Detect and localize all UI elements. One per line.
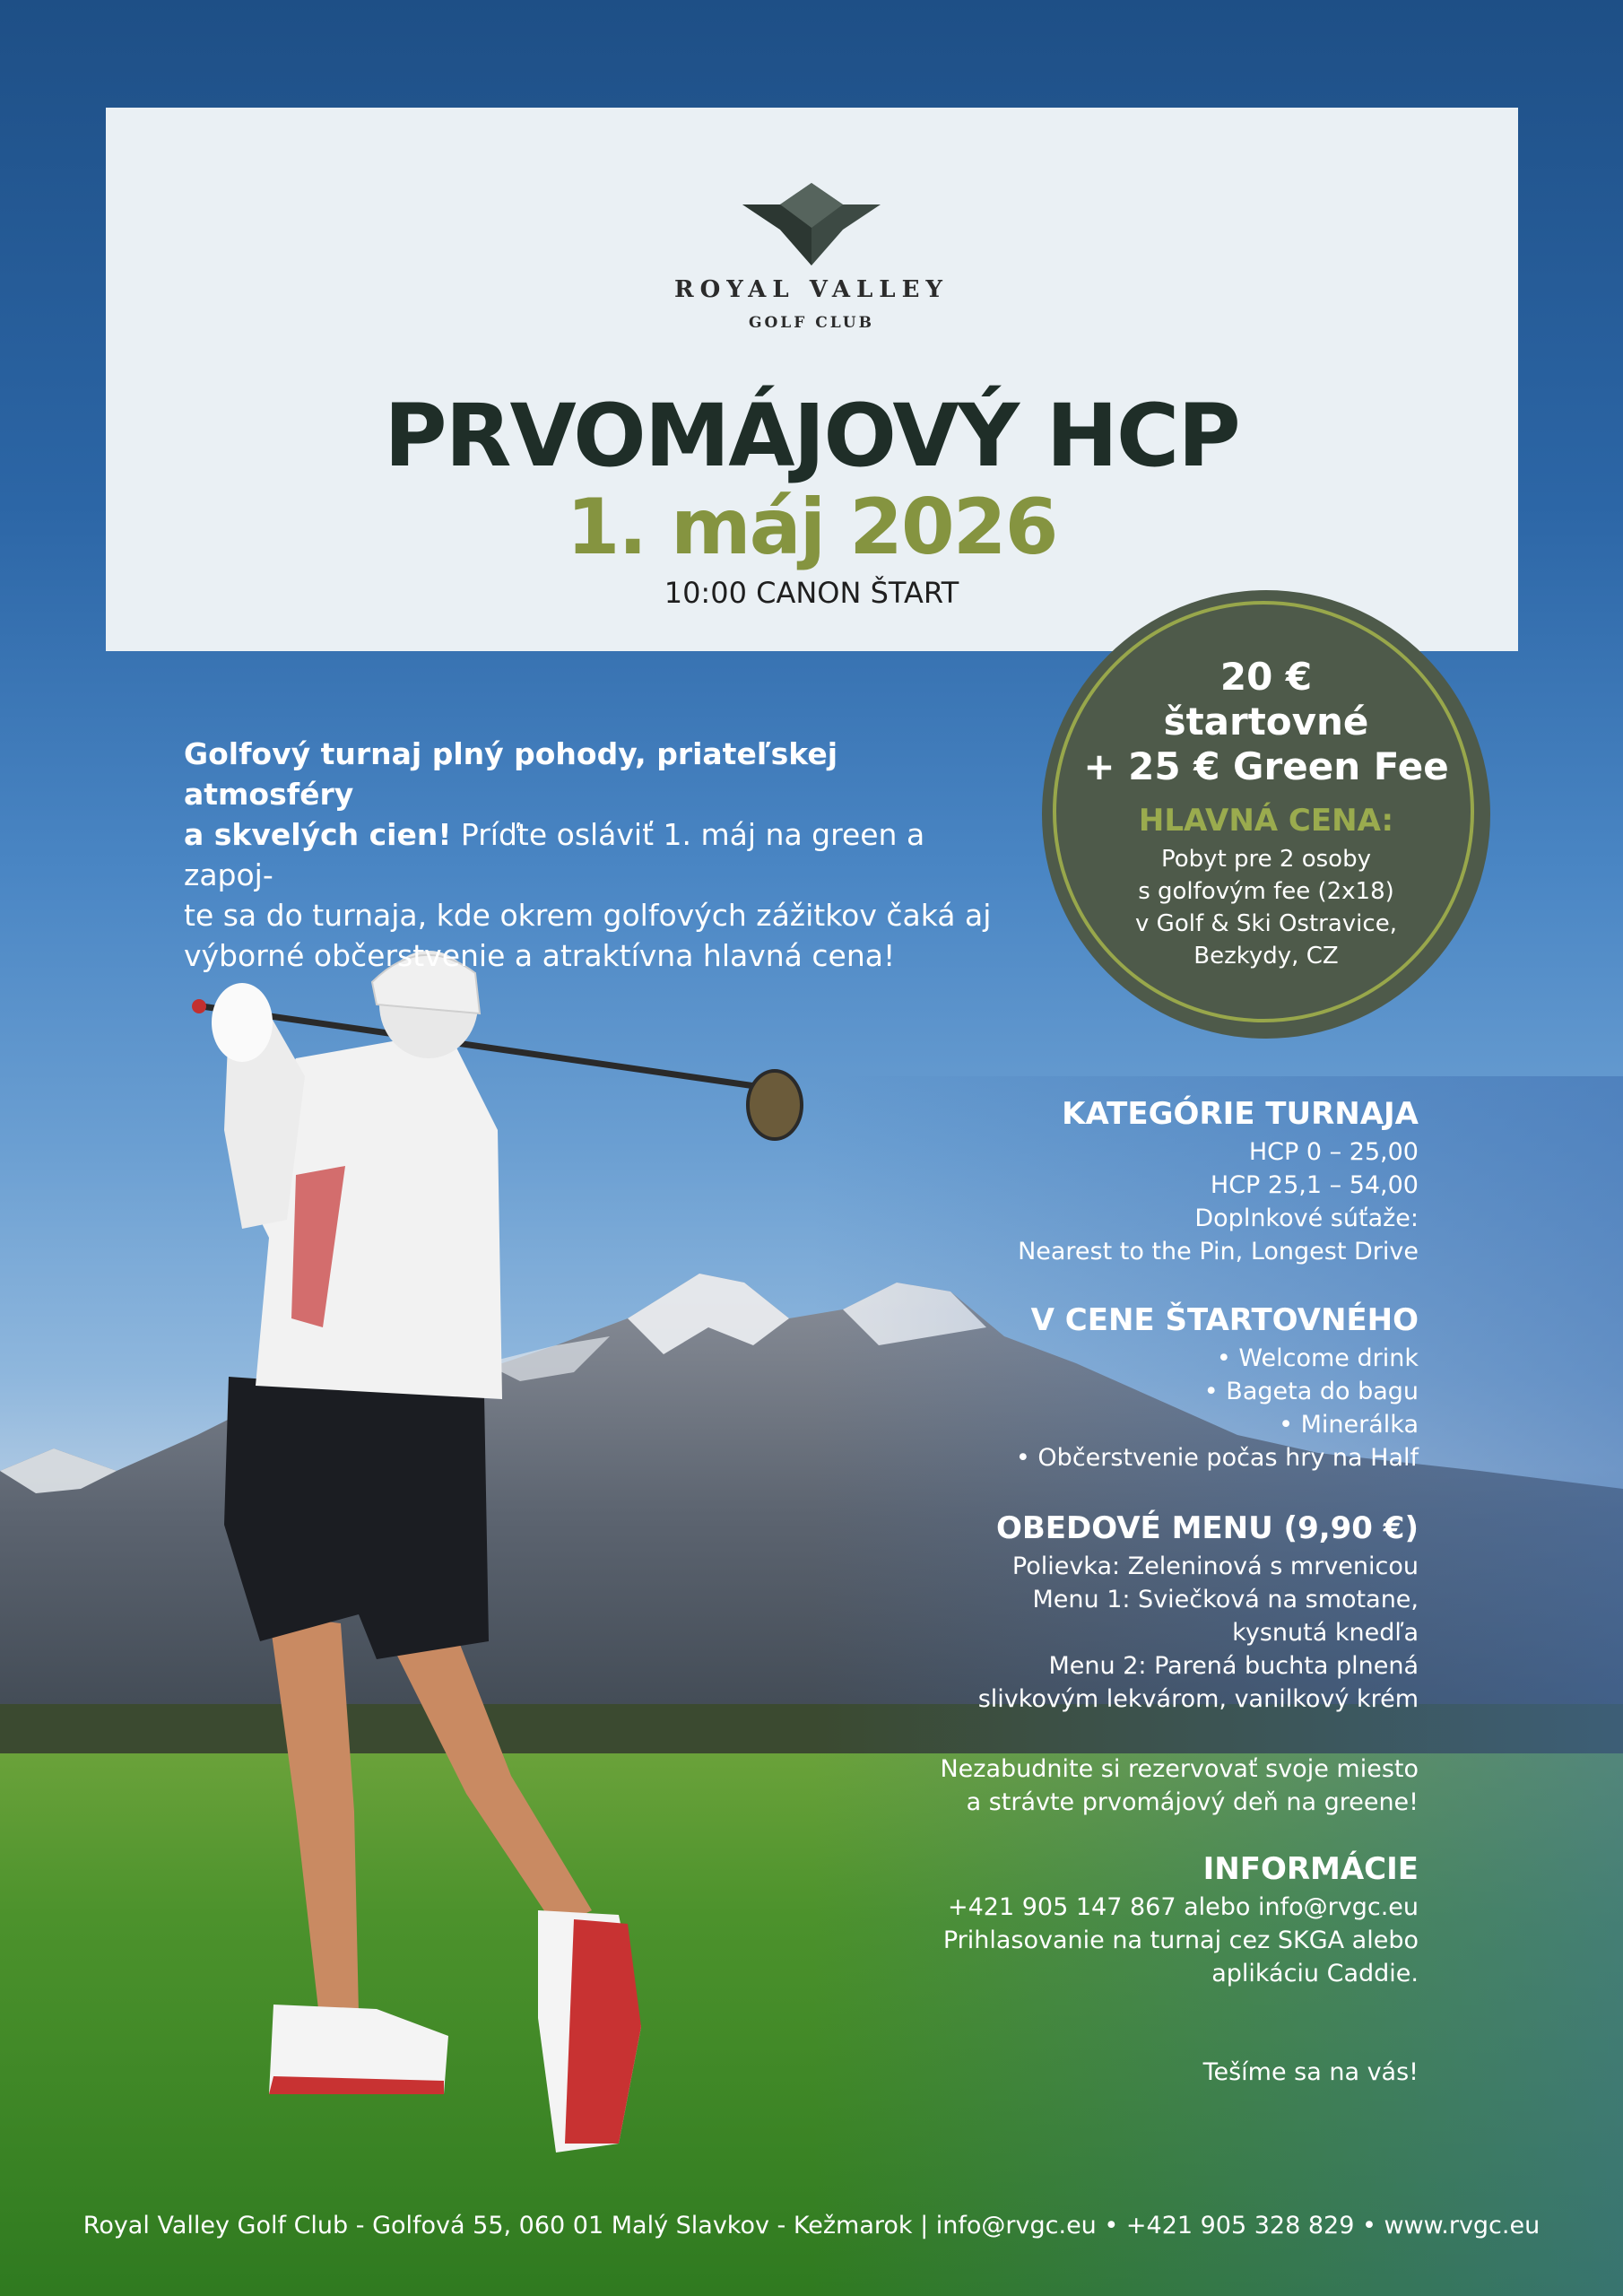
intro-bold-line1: Golfový turnaj plný pohody, priateľskej atmosféry — [184, 736, 838, 812]
badge-fee-line1: 20 € — [1219, 655, 1313, 699]
categories-heading: KATEGÓRIE TURNAJA — [1062, 1096, 1419, 1132]
intro-paragraph — [184, 734, 1009, 976]
included-section — [845, 1302, 1419, 1474]
menu-section — [845, 1510, 1419, 1716]
badge-prize-line: s golfovým fee (2x18) — [1138, 878, 1394, 905]
event-date: 1. máj 2026 — [566, 483, 1057, 572]
royal-valley-logo-icon — [742, 183, 881, 265]
badge-prize-line: Pobyt pre 2 osoby — [1161, 846, 1371, 873]
menu-line: Menu 1: Sviečková na smotane, — [1032, 1586, 1419, 1613]
info-line: Prihlasovanie na turnaj cez SKGA alebo — [942, 1926, 1419, 1954]
included-line: • Welcome drink — [1216, 1344, 1419, 1372]
menu-line: slivkovým lekvárom, vanilkový krém — [977, 1685, 1419, 1713]
badge-prize-line: Bezkydy, CZ — [1193, 943, 1339, 970]
info-section — [845, 1851, 1419, 1990]
badge-fee-line2: štartovné — [1163, 700, 1369, 744]
categories-line: HCP 25,1 – 54,00 — [1210, 1171, 1419, 1199]
reminder-line: Nezabudnite si rezervovať svoje miesto — [940, 1755, 1419, 1783]
categories-line: Doplnkové súťaže: — [1194, 1205, 1419, 1232]
badge-prize-line: v Golf & Ski Ostravice, — [1135, 910, 1397, 937]
badge-prize-heading: HLAVNÁ CENA: — [1138, 803, 1394, 839]
info-heading: INFORMÁCIE — [1202, 1851, 1419, 1887]
reminder-section — [845, 1752, 1419, 1819]
menu-line: Menu 2: Parená buchta plnená — [1048, 1652, 1419, 1680]
badge-fee-line3: + 25 € Green Fee — [1083, 744, 1449, 788]
logo-name-line1: ROYAL VALLEY — [674, 276, 949, 303]
event-title: PRVOMÁJOVÝ HCP — [384, 386, 1239, 486]
info-line: aplikáciu Caddie. — [1211, 1960, 1419, 1987]
intro-text-line2: Príďte osláviť 1. máj na green a zapoj- — [184, 817, 925, 892]
categories-line: HCP 0 – 25,00 — [1248, 1138, 1419, 1166]
menu-line: kysnutá knedľa — [1232, 1619, 1419, 1647]
reminder-line: a strávte prvomájový deň na greene! — [966, 1788, 1419, 1816]
intro-bold-line2: a skvelých cien! — [184, 817, 452, 852]
badge-prize-text — [1042, 843, 1490, 972]
included-heading: V CENE ŠTARTOVNÉHO — [1030, 1302, 1419, 1338]
categories-section — [845, 1096, 1419, 1268]
event-start-time: 10:00 CANON ŠTART — [664, 576, 959, 610]
intro-text-line4: výborné občerstvenie a atraktívna hlavná cena! — [184, 938, 896, 973]
menu-heading: OBEDOVÉ MENU (9,90 €) — [995, 1510, 1419, 1546]
glove — [212, 983, 273, 1062]
included-line: • Občerstvenie počas hry na Half — [1015, 1444, 1419, 1472]
closing-line: Tešíme sa na vás! — [1202, 2058, 1419, 2086]
included-line: • Minerálka — [1279, 1411, 1419, 1439]
menu-line: Polievka: Zeleninová s mrvenicou — [1011, 1552, 1419, 1580]
info-line: +421 905 147 867 alebo info@rvgc.eu — [948, 1893, 1419, 1921]
intro-text-line3: te sa do turnaja, kde okrem golfových zážitkov čaká aj — [184, 898, 992, 933]
footer-contact: Royal Valley Golf Club - Golfová 55, 060 01 Malý Slavkov - Kežmarok | info@rvgc.eu • +421 905 328 829 • www.rvgc.eu — [82, 2212, 1541, 2239]
included-line: • Bageta do bagu — [1203, 1378, 1419, 1405]
categories-line: Nearest to the Pin, Longest Drive — [1018, 1238, 1419, 1265]
logo-name-line2: GOLF CLUB — [748, 314, 874, 332]
club-head — [748, 1071, 802, 1139]
